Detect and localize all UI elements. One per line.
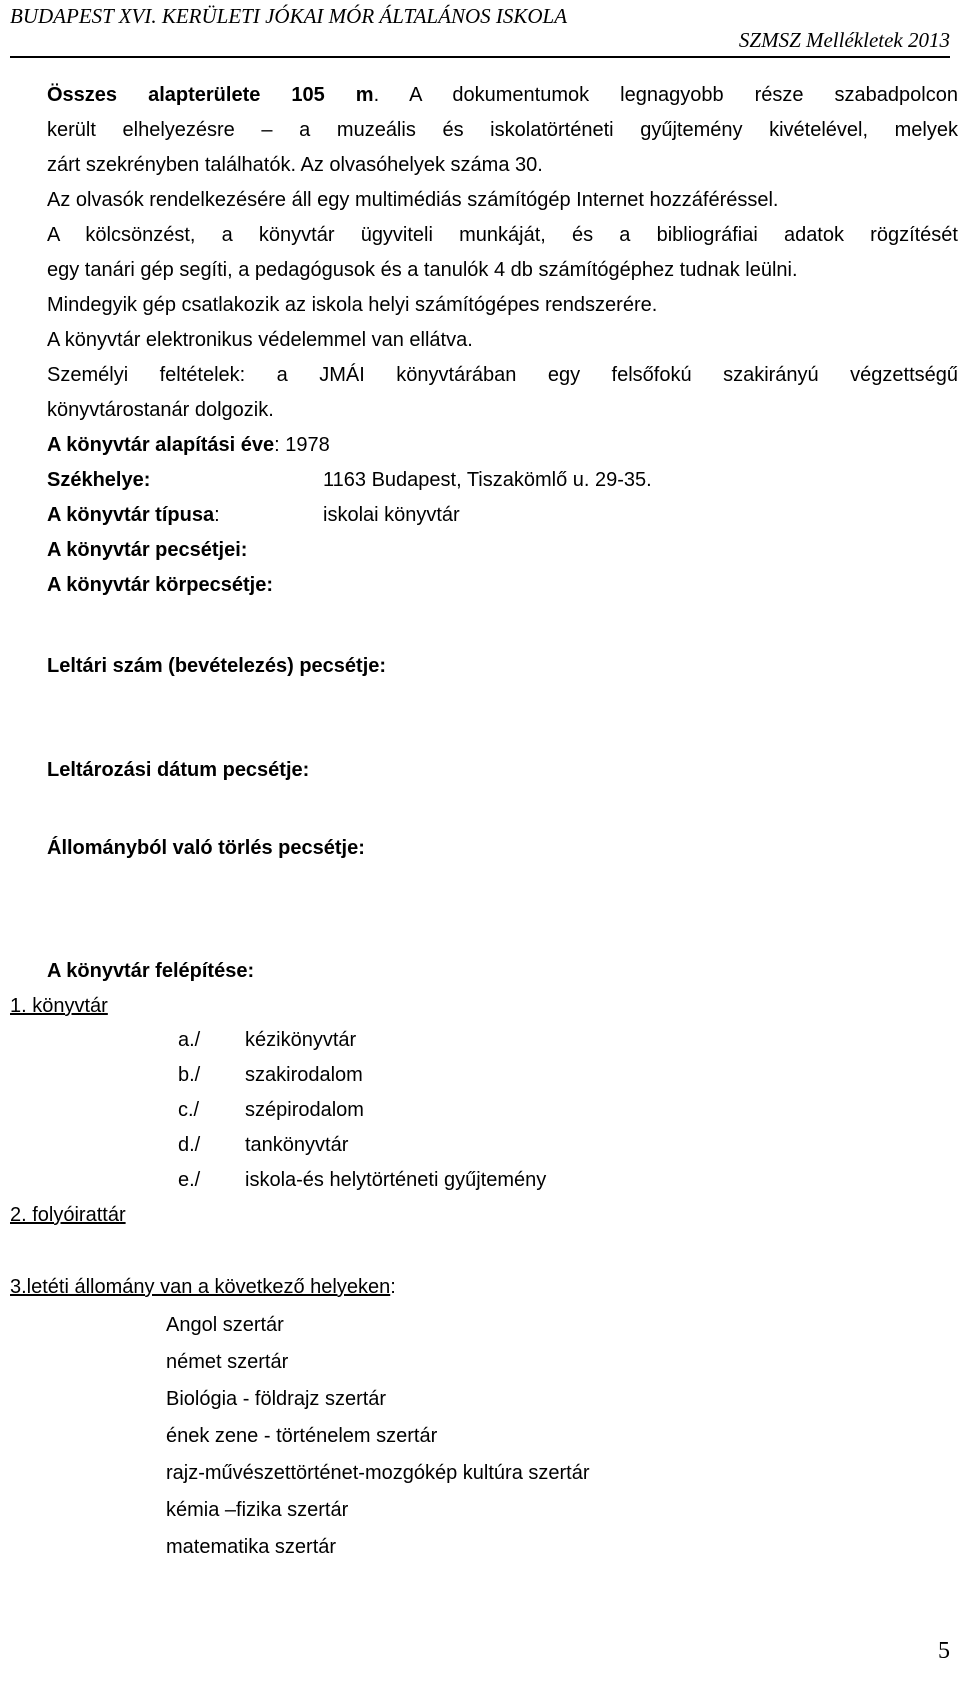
type-label-row <box>47 503 220 527</box>
type-value: iskolai könyvtár <box>323 504 460 526</box>
intro-line-9: Személyi feltételek: a JMÁI könyvtárában egy felsőfokú szakirányú végzettségű <box>47 364 958 386</box>
area-label: Összes alapterülete 105 m <box>47 84 374 106</box>
inventory-date-label: Leltározási dátum pecsétje: <box>47 759 310 781</box>
page-number: 5 <box>938 1638 950 1664</box>
intro-line-10: könyvtárostanár dolgozik. <box>47 399 274 421</box>
type-label: A könyvtár típusa <box>47 504 215 526</box>
seat-value: 1163 Budapest, Tiszakömlő u. 29-35. <box>323 469 652 491</box>
item-letter-b: b./ <box>178 1064 201 1086</box>
intro-line-7: Mindegyik gép csatlakozik az iskola helyi számítógépes rendszerére. <box>47 294 658 316</box>
intro-line-3: zárt szekrényben találhatók. Az olvasóhelyek száma 30. <box>47 154 543 176</box>
item-letter-e: e./ <box>178 1169 201 1191</box>
item-text-a: kézikönyvtár <box>245 1029 357 1051</box>
seat-label: Székhelye: <box>47 469 151 491</box>
header-school-name: BUDAPEST XVI. KERÜLETI JÓKAI MÓR ÁLTALÁNOS ISKOLA <box>10 4 568 28</box>
item-text-c: szépirodalom <box>245 1099 364 1121</box>
founded-value: : 1978 <box>274 434 330 456</box>
deposit-item: matematika szertár <box>166 1536 337 1558</box>
item-letter-a: a./ <box>178 1029 201 1051</box>
intro-line-5: A kölcsönzést, a könyvtár ügyviteli munkáját, és a bibliográfiai adatok rögzítését <box>47 224 958 246</box>
intro-line-4: Az olvasók rendelkezésére áll egy multimédiás számítógép Internet hozzáféréssel. <box>47 189 779 211</box>
page-header <box>10 0 950 58</box>
deposit-item: ének zene - történelem szertár <box>166 1425 438 1447</box>
periodicals-label: 2. folyóirattár <box>10 1204 126 1226</box>
library-label: 1. könyvtár <box>10 995 108 1017</box>
deletion-stamp-label: Állományból való törlés pecsétje: <box>47 837 365 859</box>
header-document-title: SZMSZ Mellékletek 2013 <box>738 28 950 52</box>
founded-label: A könyvtár alapítási éve <box>47 434 275 456</box>
intro-line-1 <box>47 83 958 107</box>
deposits-label: 3.letéti állomány van a következő helyeken <box>10 1276 391 1298</box>
stamps-label: A könyvtár pecsétjei: <box>47 539 248 561</box>
intro-line-2: került elhelyezésre – a muzeális és iskolatörténeti gyűjtemény kivételével, melyek <box>47 119 958 141</box>
deposits-heading <box>10 1275 396 1299</box>
item-letter-d: d./ <box>178 1134 201 1156</box>
deposit-item: rajz-művészettörténet-mozgókép kultúra szertár <box>166 1462 590 1484</box>
deposit-item: német szertár <box>166 1351 289 1373</box>
item-text-d: tankönyvtár <box>245 1134 349 1156</box>
intro-line-6: egy tanári gép segíti, a pedagógusok és a tanulók 4 db számítógéphez tudnak leülni. <box>47 259 798 281</box>
round-stamp-label: A könyvtár körpecsétje: <box>47 574 274 596</box>
deposit-item: Biológia - földrajz szertár <box>166 1388 387 1410</box>
deposits-colon: : <box>390 1276 396 1298</box>
structure-title: A könyvtár felépítése: <box>47 960 255 982</box>
item-text-e: iskola-és helytörténeti gyűjtemény <box>245 1169 547 1191</box>
intro-line-8: A könyvtár elektronikus védelemmel van ellátva. <box>47 329 473 351</box>
inventory-stamp-label: Leltári szám (bevételezés) pecsétje: <box>47 655 387 677</box>
area-rest: . A dokumentumok legnagyobb része szabadpolcon <box>373 84 958 106</box>
item-letter-c: c./ <box>178 1099 200 1121</box>
item-text-b: szakirodalom <box>245 1064 363 1086</box>
type-colon: : <box>214 504 220 526</box>
deposit-item: Angol szertár <box>166 1314 284 1336</box>
deposit-item: kémia –fizika szertár <box>166 1499 349 1521</box>
founded-row <box>47 433 330 457</box>
